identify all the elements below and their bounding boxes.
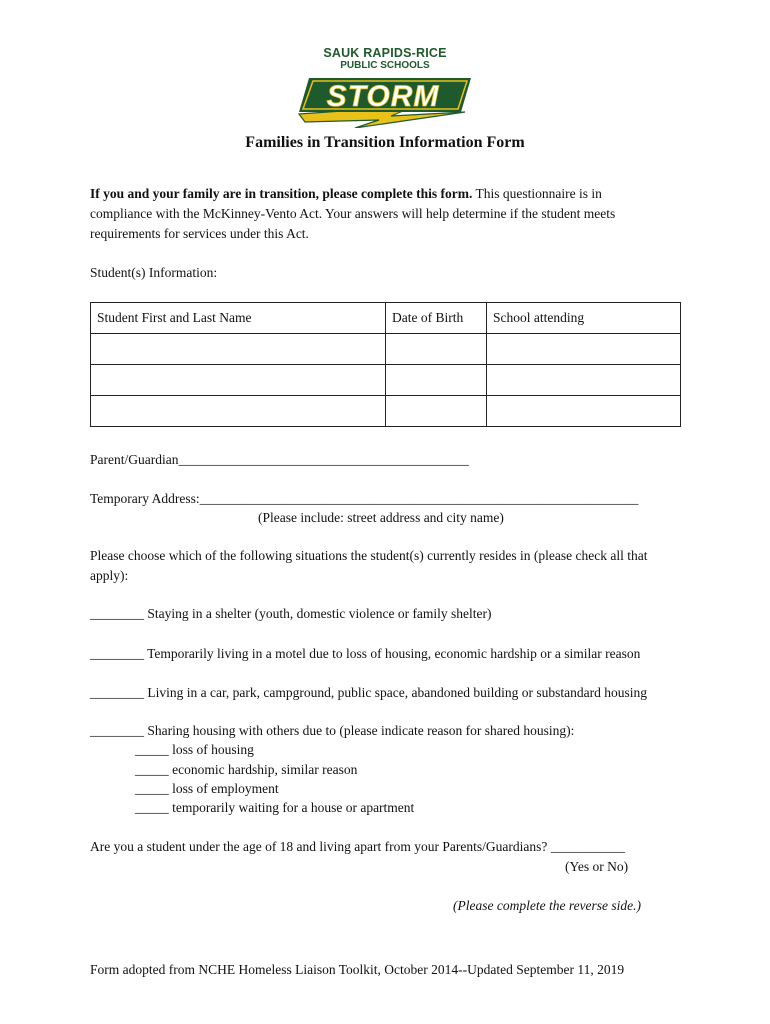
intro-line2-text: compliance with the McKinney-Vento Act. Your answers will help determine if the student meets — [90, 206, 616, 221]
table-row — [91, 334, 681, 365]
age-question[interactable]: Are you a student under the age of 18 and living apart from your Parents/Guardians? ___________ — [90, 839, 625, 854]
intro-paragraph — [90, 184, 680, 244]
school-attending-cell[interactable] — [487, 365, 681, 396]
storm-wordmark-logo — [295, 74, 475, 128]
parent-guardian-field[interactable]: Parent/Guardian___________________________________________ — [90, 452, 469, 467]
sub-option-loss-of-housing[interactable]: _____ loss of housing — [135, 742, 254, 757]
logo-district-name: SAUK RAPIDS-RICE — [323, 46, 447, 60]
logo-district-subtitle: PUBLIC SCHOOLS — [340, 60, 430, 71]
logo-wordmark: STORM — [326, 80, 440, 113]
date-of-birth-cell[interactable] — [386, 396, 487, 427]
option-car-park[interactable]: ________ Living in a car, park, campground, public space, abandoned building or substandard housing — [90, 685, 647, 700]
intro-line1-text: This questionnaire is in — [475, 186, 602, 201]
intro-line3-text: requirements for services under this Act. — [90, 226, 309, 241]
date-of-birth-cell[interactable] — [386, 365, 487, 396]
header-date-of-birth: Date of Birth — [386, 303, 487, 334]
table-row — [91, 365, 681, 396]
option-sharing-housing[interactable]: ________ Sharing housing with others due to (please indicate reason for shared housing): — [90, 723, 575, 738]
temporary-address-note: (Please include: street address and city name) — [258, 510, 504, 525]
table-row — [91, 396, 681, 427]
sub-option-economic-hardship[interactable]: _____ economic hardship, similar reason — [135, 762, 358, 777]
student-name-cell[interactable] — [91, 334, 386, 365]
temporary-address-field[interactable]: Temporary Address:_________________________________________________________________ — [90, 491, 639, 506]
header-school-attending: School attending — [487, 303, 681, 334]
sub-option-loss-of-employment[interactable]: _____ loss of employment — [135, 781, 279, 796]
form-footer: Form adopted from NCHE Homeless Liaison Toolkit, October 2014--Updated September 11, 2019 — [90, 962, 625, 977]
students-table — [90, 302, 681, 427]
school-attending-cell[interactable] — [487, 334, 681, 365]
reverse-side-note: (Please complete the reverse side.) — [453, 898, 642, 913]
situation-prompt-line1: Please choose which of the following situations the student(s) currently resides in (please check all that — [90, 548, 648, 563]
header-student-name: Student First and Last Name — [91, 303, 386, 334]
student-name-cell[interactable] — [91, 396, 386, 427]
sub-option-waiting-for-house[interactable]: _____ temporarily waiting for a house or apartment — [135, 800, 415, 815]
situation-prompt-line2: apply): — [90, 568, 129, 583]
intro-bold-text: If you and your family are in transition, please complete this form. — [90, 186, 473, 201]
option-shelter[interactable]: ________ Staying in a shelter (youth, domestic violence or family shelter) — [90, 606, 492, 621]
school-logo — [290, 44, 480, 130]
table-header-row — [91, 303, 681, 334]
student-name-cell[interactable] — [91, 365, 386, 396]
form-title: Families in Transition Information Form — [245, 134, 525, 151]
school-attending-cell[interactable] — [487, 396, 681, 427]
date-of-birth-cell[interactable] — [386, 334, 487, 365]
option-motel[interactable]: ________ Temporarily living in a motel due to loss of housing, economic hardship or a similar reason — [90, 646, 641, 661]
yes-no-note: (Yes or No) — [565, 859, 629, 874]
students-section-label: Student(s) Information: — [90, 265, 218, 280]
